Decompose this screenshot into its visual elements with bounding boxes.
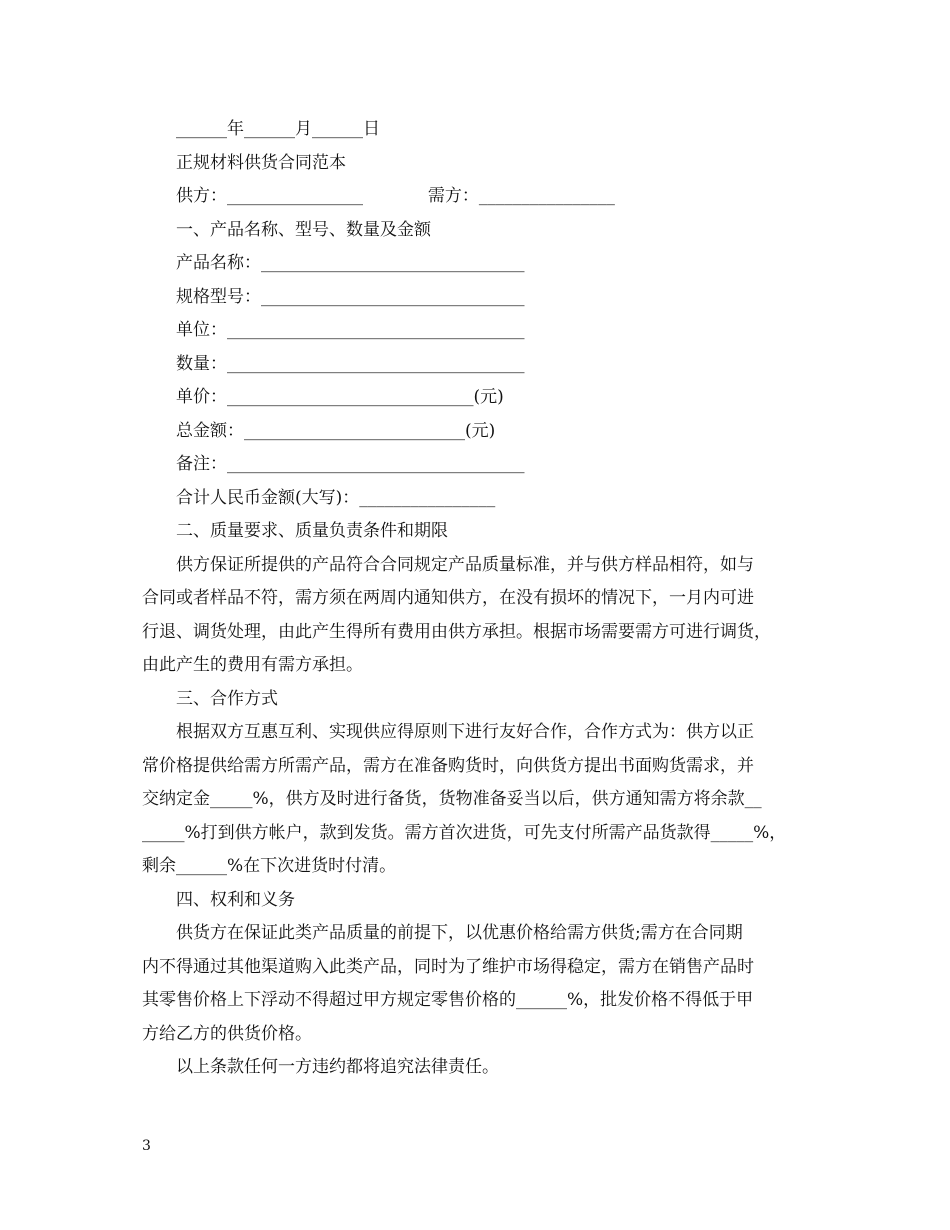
paragraph-line: 剩余______%在下次进货时付清。 xyxy=(142,856,397,876)
section4-heading: 四、权利和义务 xyxy=(176,889,295,910)
paragraph-line: 内不得通过其他渠道购入此类产品，同时为了维护市场得稳定，需方在销售产品时 xyxy=(142,956,754,977)
date-line: ______年______月______日 xyxy=(176,119,380,139)
remarks-field: 备注：___________________________________ xyxy=(176,454,525,474)
paragraph-line: 方给乙方的供货价格。 xyxy=(142,1023,312,1044)
paragraph-line: 合同或者样品不符，需方须在两周内通知供方，在没有损坏的情况下，一月内可进 xyxy=(142,588,754,608)
paragraph-line: 由此产生的费用有需方承担。 xyxy=(142,655,363,675)
unit-field: 单位：___________________________________ xyxy=(176,320,525,340)
paragraph-line: 常价格提供给需方所需产品，需方在准备购货时，向供货方提出书面购货需求，并 xyxy=(142,755,754,776)
document-body xyxy=(142,113,822,1085)
parties-line: 供方：________________ 需方：________________ xyxy=(176,186,615,206)
paragraph-line: 其零售价格上下浮动不得超过甲方规定零售价格的______%，批发价格不得低于甲 xyxy=(142,990,754,1010)
paragraph-line: 行退、调货处理，由此产生得所有费用由供方承担。根据市场需要需方可进行调货， xyxy=(142,621,771,642)
total-amount-field: 总金额：__________________________(元) xyxy=(176,420,496,441)
paragraph-line: 根据双方互惠互利、实现供应得原则下进行友好合作，合作方式为：供方以正 xyxy=(176,722,754,742)
paragraph-line: 交纳定金_____%，供方及时进行备货，货物准备妥当以后，供方通知需方将余款__ xyxy=(142,789,762,809)
section2-heading: 二、质量要求、质量负责条件和期限 xyxy=(176,521,448,541)
section4-paragraph xyxy=(142,917,822,1051)
quantity-field: 数量：___________________________________ xyxy=(176,353,525,374)
section3-paragraph xyxy=(142,716,822,884)
closing-statement: 以上条款任何一方违约都将追究法律责任。 xyxy=(176,1057,499,1077)
section1-heading: 一、产品名称、型号、数量及金额 xyxy=(176,219,431,240)
document-title: 正规材料供货合同范本 xyxy=(176,152,346,173)
spec-model-field: 规格型号：_______________________________ xyxy=(176,286,525,307)
page-number: 3 xyxy=(142,1138,151,1154)
unit-price-field: 单价：_____________________________(元) xyxy=(176,387,504,407)
section2-paragraph xyxy=(142,549,822,683)
paragraph-line: _____%打到供方帐户，款到发货。需方首次进货，可先支付所需产品货款得_____%， xyxy=(142,822,787,843)
paragraph-line: 供方保证所提供的产品符合合同规定产品质量标准，并与供方样品相符，如与 xyxy=(176,554,754,575)
section3-heading: 三、合作方式 xyxy=(176,688,278,709)
total-rmb-field: 合计人民币金额(大写)：________________ xyxy=(176,487,496,508)
product-name-field: 产品名称：_______________________________ xyxy=(176,253,525,273)
paragraph-line: 供货方在保证此类产品质量的前提下，以优惠价格给需方供货;需方在合同期 xyxy=(176,923,743,943)
